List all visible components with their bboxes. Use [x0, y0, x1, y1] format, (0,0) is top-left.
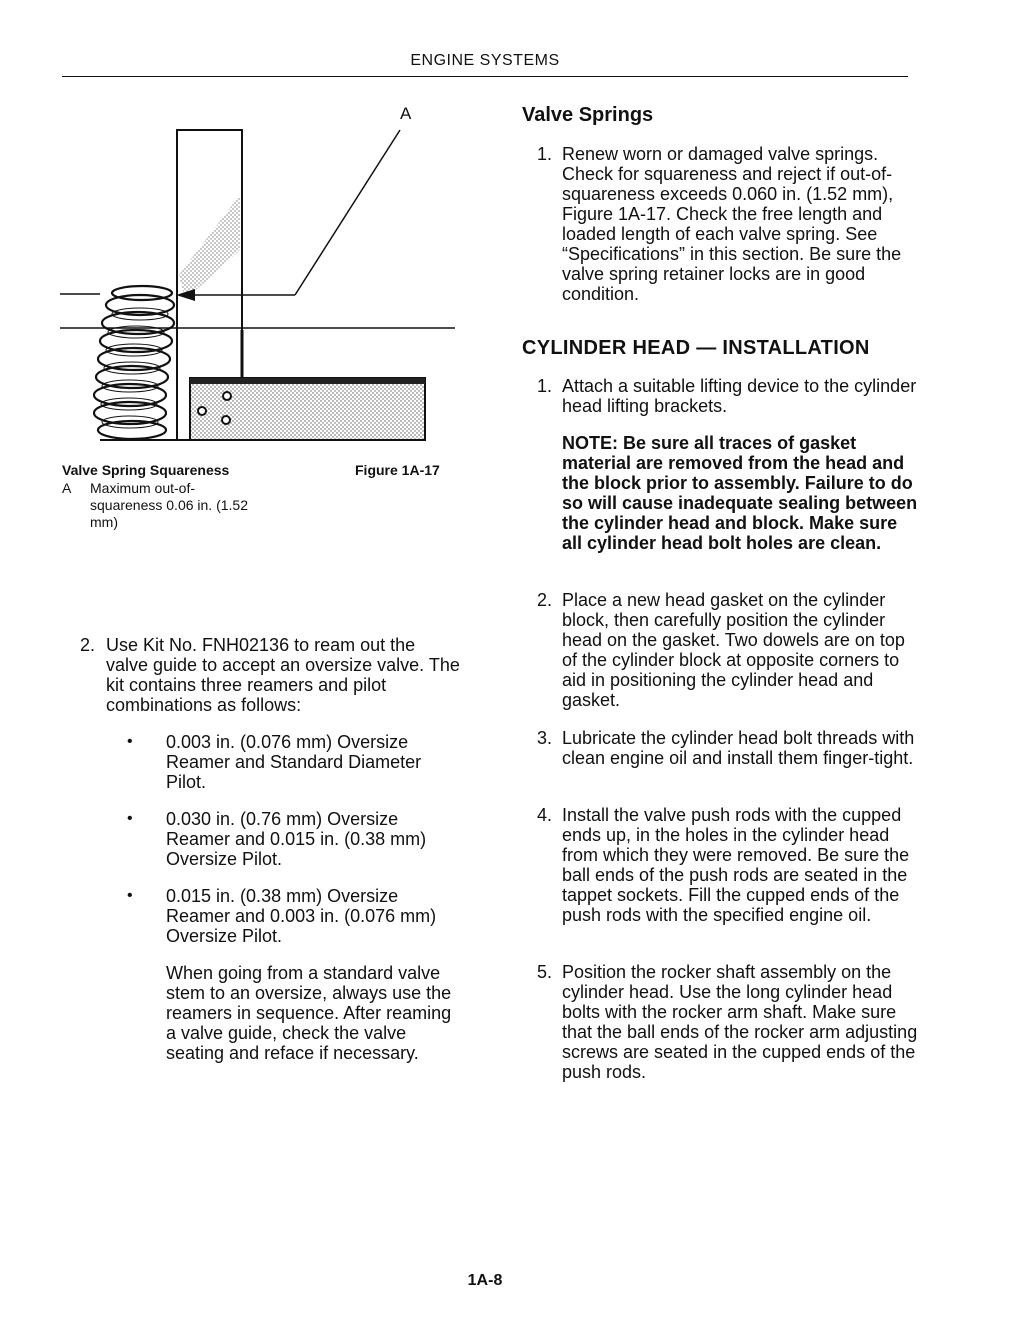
- step-number: 3.: [537, 728, 553, 748]
- figure-caption-title: Valve Spring Squareness: [62, 462, 230, 478]
- step-text: Install the valve push rods with the cupped ends up, in the holes in the cylinder head from which they were removed. Be sure the ball ends of the push rods are seated in the tappet sockets. Fill the cupped ends of the push rods with the specified engine oil.: [562, 805, 910, 925]
- step-number: 1.: [537, 376, 553, 396]
- valve-springs-heading: Valve Springs: [522, 104, 654, 126]
- valve-spring-squareness-figure: [60, 100, 460, 460]
- step-text: Attach a suitable lifting device to the cylinder head lifting brackets.: [562, 376, 917, 416]
- bullet-marker: •: [127, 887, 133, 904]
- page-header: ENGINE SYSTEMS: [410, 52, 560, 69]
- bullet-marker: •: [127, 733, 133, 750]
- valve-springs-step-number: 1.: [537, 144, 553, 164]
- cylinder-head-installation-heading: CYLINDER HEAD — INSTALLATION: [522, 337, 870, 359]
- caption-description: Maximum out-of-squareness 0.06 in. (1.52 mm): [90, 480, 248, 530]
- bullet-marker: •: [127, 810, 133, 827]
- closing-paragraph: When going from a standard valve stem to an oversize, always use the reamers in sequence. After reaming a valve guide, check the valve seating and reface if necessary.: [166, 963, 452, 1063]
- figure-number: Figure 1A-17: [355, 462, 440, 478]
- note: NOTE: Be sure all traces of gasket material are removed from the head and the block prior to assembly. Failure to do so will cause inadequate sealing between the cylinder head and block. Make sure all cylinder head bolt holes are clean.: [562, 433, 918, 553]
- header-rule: [62, 76, 908, 77]
- bullet-item: 0.015 in. (0.38 mm) Oversize Reamer and 0.003 in. (0.076 mm) Oversize Pilot.: [166, 886, 437, 946]
- step-2-text: Use Kit No. FNH02136 to ream out the valve guide to accept an oversize valve. The kit contains three reamers and pilot combinations as follows:: [106, 635, 460, 715]
- bullet-item: 0.030 in. (0.76 mm) Oversize Reamer and 0.015 in. (0.38 mm) Oversize Pilot.: [166, 809, 427, 869]
- caption-letter: A: [62, 480, 72, 496]
- step-text: Lubricate the cylinder head bolt threads with clean engine oil and install them finger-tight.: [562, 728, 915, 768]
- step-number: 5.: [537, 962, 553, 982]
- page-number: 1A-8: [467, 1272, 503, 1289]
- valve-springs-step-text: Renew worn or damaged valve springs. Check for squareness and reject if out-of-squareness exceeds 0.060 in. (1.52 mm), Figure 1A-17. Check the free length and loaded length of each valve spring. See “Specifications” in this section. Be sure the valve spring retainer locks are in good condition.: [562, 144, 902, 304]
- step-number: 2.: [537, 590, 553, 610]
- bullet-item: 0.003 in. (0.076 mm) Oversize Reamer and Standard Diameter Pilot.: [166, 732, 422, 792]
- step-2-number: 2.: [80, 635, 96, 655]
- figure-label-a: A: [400, 104, 412, 123]
- step-text: Position the rocker shaft assembly on the cylinder head. Use the long cylinder head bolts with the rocker arm shaft. Make sure that the ball ends of the rocker arm adjusting screws are seated in the cupped ends of the push rods.: [562, 962, 918, 1082]
- step-number: 4.: [537, 805, 553, 825]
- step-text: Place a new head gasket on the cylinder block, then carefully position the cylinder head on the gasket. Two dowels are on top of the cylinder block at opposite corners to aid in positioning the cylinder head and gasket.: [562, 590, 905, 710]
